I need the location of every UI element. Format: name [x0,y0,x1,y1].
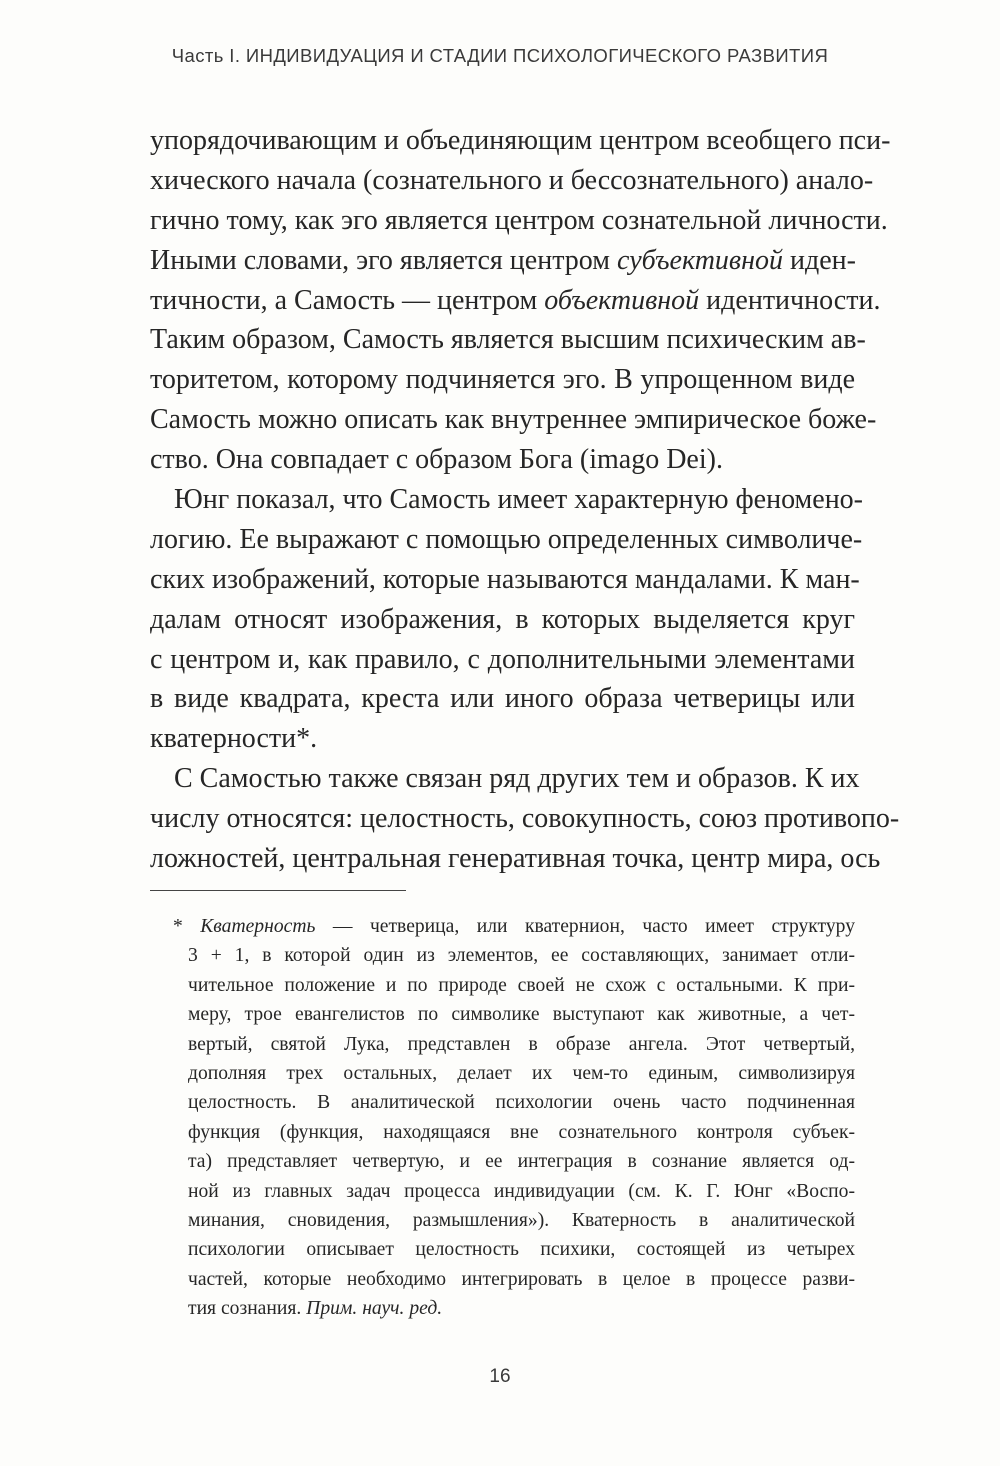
footnote-line: ной из главных задач процесса индивидуации (см. К. Г. Юнг «Воспо- [188,1180,855,1202]
text-line: гично тому, как эго является центром сознательной личности. [150,204,888,236]
main-text [150,121,900,879]
footnote-line: целостность. В аналитической психологии очень часто подчиненная [188,1092,855,1114]
text-line: в виде квадрата, креста или иного образа четверицы или [150,683,855,715]
text-fragment: Иными словами, эго является центром [150,244,610,276]
text-fragment: — четверица, или кватернион, часто имеет структуру [332,916,855,937]
footnote-line: вертый, святой Лука, представлен в образе ангела. Этот четвертый, [188,1033,855,1055]
text-line: Таким образом, Самость является высшим психическим ав- [150,324,866,356]
paragraph-first-line: С Самостью также связан ряд других тем и образов. К их [174,763,860,795]
footnote-term: Кватерность [200,916,316,937]
running-header: Часть I. ИНДИВИДУАЦИЯ И СТАДИИ ПСИХОЛОГИЧЕСКОГО РАЗВИТИЯ [171,45,829,66]
text-fragment: идентичности. [706,284,881,316]
paragraph-first-line: Юнг показал, что Самость имеет характерную феномено- [174,484,864,516]
text-line: ских изображений, которые называются мандалами. К ман- [150,563,860,595]
text-line: упорядочивающим и объединяющим центром всеобщего пси- [150,125,891,156]
footnote-line [173,912,855,941]
text-line: Самость можно описать как внутреннее эмпирическое боже- [150,404,877,436]
text-line: логию. Ее выражают с помощью определенных символиче- [150,523,863,555]
editor-note: Прим. науч. ред. [306,1298,443,1320]
footnote-line: функция (функция, находящаяся вне сознательного контроля субъек- [188,1121,855,1143]
text-line: кватерности*. [150,723,318,755]
text-line: хического начала (сознательного и бессознательного) анало- [150,164,874,196]
footnote-marker: * [173,916,183,937]
text-line [150,281,881,321]
emphasis-subjective: субъективной [616,244,783,276]
text-line: ство. Она совпадает с образом Бога (imago Dei). [150,444,723,476]
text-fragment: иден- [789,244,856,276]
text-fragment: тичности, а Самость — центром [150,284,538,316]
text-fragment: тия сознания. [188,1298,302,1320]
footnote-divider [150,890,406,891]
footnote-line: чительное положение и по природе своей не схож с остальными. К при- [188,974,855,996]
footnote-line [188,1294,855,1323]
footnote [173,912,855,1323]
footnote-line: частей, которые необходимо интегрировать в целое в процессе разви- [188,1268,855,1290]
text-line: ложностей, центральная генеративная точка, центр мира, ось [150,843,881,875]
text-line: далам относят изображения, в которых выделяется круг [150,603,855,635]
footnote-line: та) представляет четвертую, и ее интеграция в сознание является од- [188,1151,855,1173]
footnote-line: психологии описывает целостность психики, состоящей из четырех [188,1239,855,1261]
emphasis-objective: объективной [544,284,700,316]
text-line: с центром и, как правило, с дополнительными элементами [150,643,855,675]
text-line: торитетом, которому подчиняется эго. В упрощенном виде [150,364,855,396]
page-number: 16 [489,1366,511,1387]
footnote-line: дополняя трех остальных, делает их чем-то единым, символизируя [188,1062,855,1084]
text-line [150,241,855,281]
footnote-line: меру, трое евангелистов по символике выступают как животные, а чет- [188,1004,855,1026]
footnote-line: минания, сновидения, размышления»). Кватерность в аналитической [188,1209,855,1231]
text-line: числу относятся: целостность, совокупность, союз противопо- [150,803,900,835]
footnote-line: 3 + 1, в которой один из элементов, ее составляющих, занимает отли- [188,945,855,967]
